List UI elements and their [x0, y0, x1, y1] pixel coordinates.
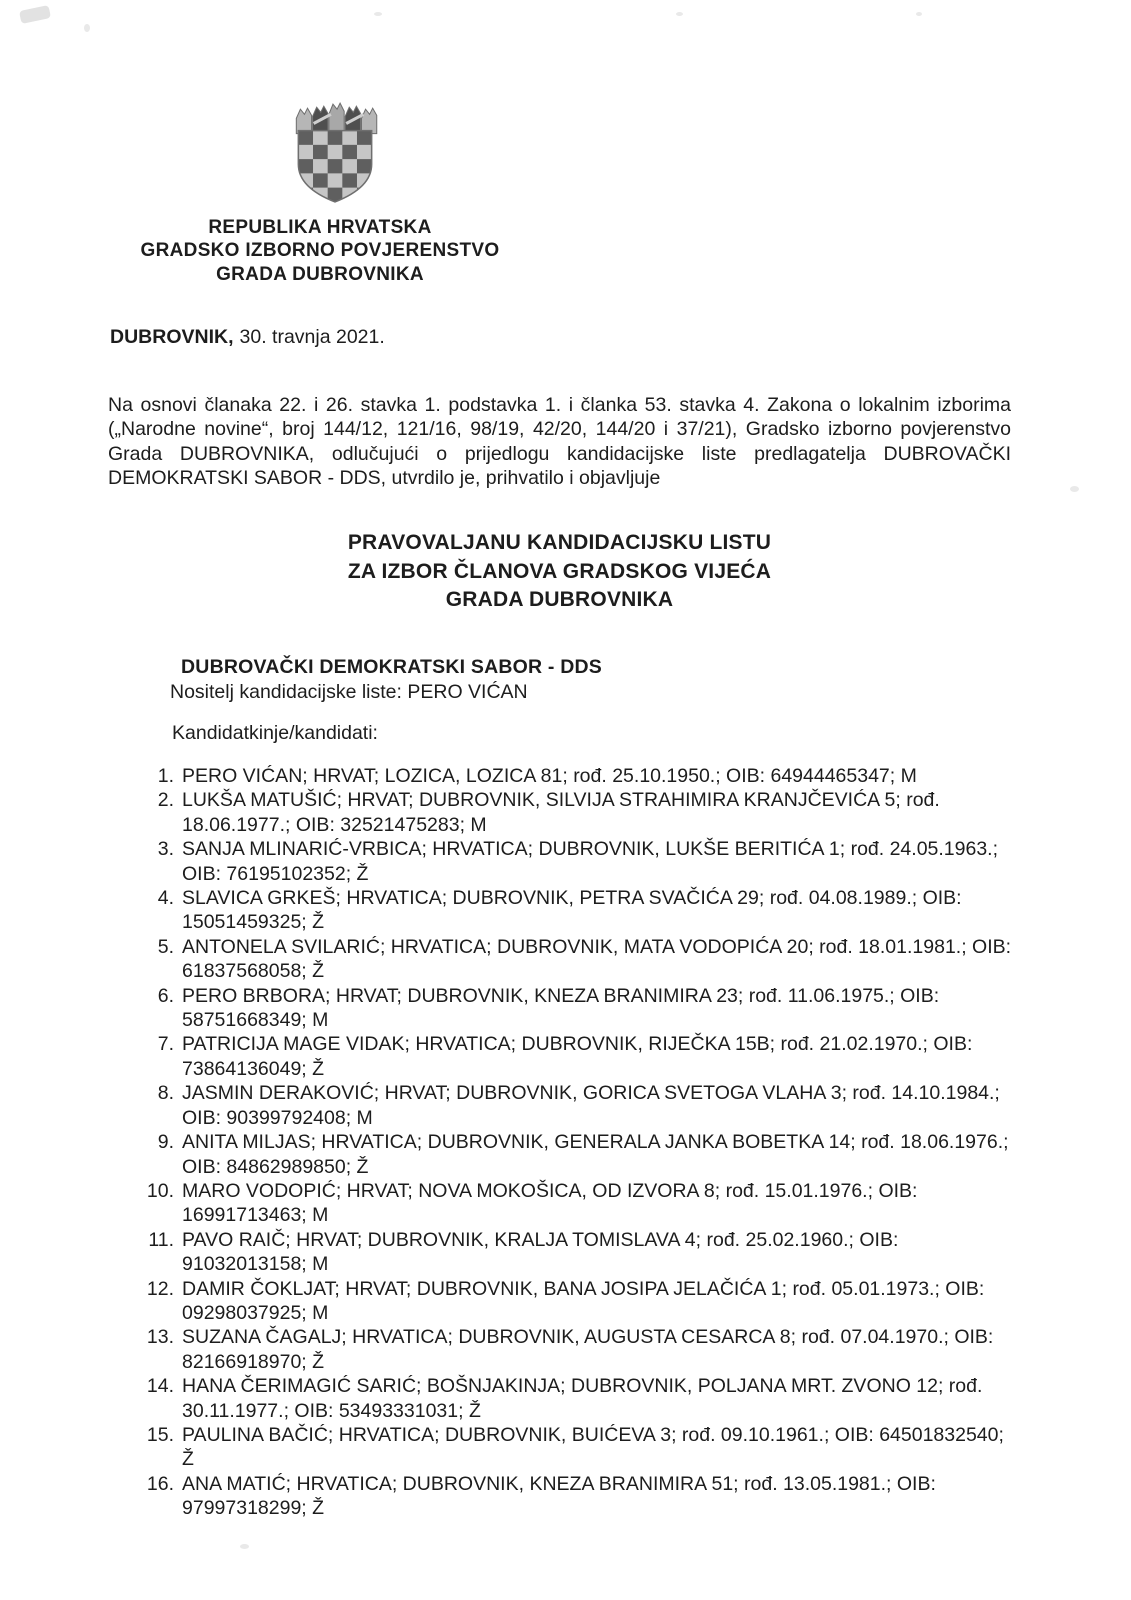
candidate-text: JASMIN DERAKOVIĆ; HRVAT; DUBROVNIK, GORICA SVETOGA VLAHA 3; rođ. 14.10.1984.; OIB: 90399792408; M: [182, 1082, 1000, 1129]
list-item: [138, 886, 1020, 935]
candidate-text: LUKŠA MATUŠIĆ; HRVAT; DUBROVNIK, SILVIJA STRAHIMIRA KRANJČEVIĆA 5; rođ. 18.06.1977.; OIB: 32521475283; M: [182, 789, 940, 836]
list-item: [138, 1032, 1020, 1081]
party-name: DUBROVAČKI DEMOKRATSKI SABOR - DDS: [181, 656, 602, 678]
candidate-number: 7.: [157, 1033, 174, 1056]
list-item: [138, 984, 1020, 1033]
list-item: [138, 1472, 1020, 1521]
candidate-number: 12.: [146, 1277, 174, 1300]
candidate-text: PAULINA BAČIĆ; HRVATICA; DUBROVNIK, BUIĆEVA 3; rođ. 09.10.1961.; OIB: 64501832540; Ž: [182, 1423, 1004, 1471]
scan-smudge: [84, 24, 90, 32]
candidate-number: 4.: [157, 887, 174, 910]
list-item: [138, 1228, 1020, 1277]
list-item: [138, 1081, 1020, 1130]
candidate-number: 11.: [148, 1228, 174, 1251]
candidate-text: PERO VIĆAN; HRVAT; LOZICA, LOZICA 81; rođ. 25.10.1950.; OIB: 64944465347; M: [182, 765, 917, 787]
list-item: [138, 837, 1020, 886]
candidate-text: ANA MATIĆ; HRVATICA; DUBROVNIK, KNEZA BRANIMIRA 51; rođ. 13.05.1981.; OIB: 97997318299; Ž: [182, 1472, 936, 1520]
list-item: [138, 1423, 1020, 1472]
scan-smudge: [240, 1544, 249, 1549]
list-holder: Nositelj kandidacijske liste: PERO VIĆAN: [170, 681, 528, 703]
title-line-3: GRADA DUBROVNIKA: [445, 588, 674, 612]
candidate-text: PATRICIJA MAGE VIDAK; HRVATICA; DUBROVNIK, RIJEČKA 15B; rođ. 21.02.1970.; OIB: 73864136049; Ž: [182, 1033, 973, 1080]
list-item: [138, 1130, 1020, 1179]
candidate-number: 5.: [157, 935, 174, 958]
list-item: [138, 1325, 1020, 1374]
scan-smudge: [19, 5, 51, 24]
document-title: [108, 529, 1011, 615]
candidate-text: SUZANA ČAGALJ; HRVATICA; DUBROVNIK, AUGUSTA CESARCA 8; rođ. 07.04.1970.; OIB: 82166918970; Ž: [182, 1326, 994, 1373]
candidates-label: Kandidatkinje/kandidati:: [172, 722, 378, 744]
candidate-text: HANA ČERIMAGIĆ SARIĆ; BOŠNJAKINJA; DUBROVNIK, POLJANA MRT. ZVONO 12; rođ. 30.11.1977.; OIB: 53493331031; Ž: [182, 1375, 983, 1422]
list-item: [138, 1179, 1020, 1228]
candidate-list: [138, 764, 1020, 1521]
candidate-number: 8.: [157, 1082, 174, 1105]
candidate-text: ANTONELA SVILARIĆ; HRVATICA; DUBROVNIK, MATA VODOPIĆA 20; rođ. 18.01.1981.; OIB: 61837568058; Ž: [182, 935, 1012, 983]
candidate-text: DAMIR ČOKLJAT; HRVAT; DUBROVNIK, BANA JOSIPA JELAČIĆA 1; rođ. 05.01.1973.; OIB: 09298037925; M: [182, 1277, 985, 1324]
list-item: [138, 935, 1020, 984]
dateline-date: 30. travnja 2021.: [239, 326, 385, 348]
list-item: [138, 764, 1020, 788]
candidate-number: 14.: [146, 1375, 174, 1398]
candidate-text: SANJA MLINARIĆ-VRBICA; HRVATICA; DUBROVNIK, LUKŠE BERITIĆA 1; rođ. 24.05.1963.; OIB: 76195102352; Ž: [182, 838, 999, 885]
candidate-number: 13.: [146, 1326, 174, 1349]
candidate-number: 10.: [146, 1179, 174, 1202]
candidate-number: 1.: [157, 765, 174, 787]
candidate-number: 3.: [157, 838, 174, 861]
title-line-2: ZA IZBOR ČLANOVA GRADSKOG VIJEĆA: [347, 559, 772, 583]
croatia-coat-of-arms-icon: [282, 97, 388, 209]
scan-smudge: [676, 12, 683, 16]
letterhead-line-country: REPUBLIKA HRVATSKA: [208, 217, 432, 238]
scan-smudge: [1070, 486, 1079, 492]
candidate-number: 9.: [157, 1131, 174, 1154]
title-line-1: PRAVOVALJANU KANDIDACIJSKU LISTU: [347, 531, 772, 554]
scan-smudge: [916, 12, 922, 16]
dateline-city: DUBROVNIK,: [110, 326, 234, 348]
list-item: [138, 1277, 1020, 1326]
candidate-number: 16.: [146, 1472, 174, 1495]
candidate-text: PERO BRBORA; HRVAT; DUBROVNIK, KNEZA BRANIMIRA 23; rođ. 11.06.1975.; OIB: 58751668349; M: [182, 984, 940, 1032]
list-item: [138, 788, 1020, 837]
candidate-text: PAVO RAIČ; HRVAT; DUBROVNIK, KRALJA TOMISLAVA 4; rođ. 25.02.1960.; OIB: 91032013158; M: [182, 1228, 899, 1276]
candidate-number: 2.: [157, 789, 174, 812]
candidate-text: SLAVICA GRKEŠ; HRVATICA; DUBROVNIK, PETRA SVAČIĆA 29; rođ. 04.08.1989.; OIB: 15051459325; Ž: [182, 887, 962, 934]
list-item: [138, 1374, 1020, 1423]
candidate-text: MARO VODOPIĆ; HRVAT; NOVA MOKOŠICA, OD IZVORA 8; rođ. 15.01.1976.; OIB: 16991713463; M: [182, 1179, 918, 1227]
candidate-number: 15.: [146, 1423, 174, 1446]
letterhead-line-city: GRADA DUBROVNIKA: [216, 263, 424, 285]
dateline: [110, 326, 385, 349]
letterhead-line-commission: GRADSKO IZBORNO POVJERENSTVO: [140, 240, 500, 262]
candidate-text: ANITA MILJAS; HRVATICA; DUBROVNIK, GENERALA JANKA BOBETKA 14; rođ. 18.06.1976.; OIB: 84862989850; Ž: [182, 1131, 1009, 1178]
candidate-number: 6.: [157, 984, 174, 1007]
letterhead: [108, 216, 532, 286]
intro-paragraph: Na osnovi članaka 22. i 26. stavka 1. podstavka 1. i članka 53. stavka 4. Zakona o lokalnim izborima („Narodne novine“, broj 144/12, 121/16, 98/19, 42/20, 144/20 i 37/21), Gradsko izborno povjerenstvo Grada DUBROVNIKA, odlučujući o prijedlogu kandidacijske liste predlagatelja DUBROVAČKI DEMOKRATSKI SABOR - DDS, utvrdilo je, prihvatilo i objavljuje: [108, 394, 1011, 489]
scan-smudge: [374, 12, 382, 16]
